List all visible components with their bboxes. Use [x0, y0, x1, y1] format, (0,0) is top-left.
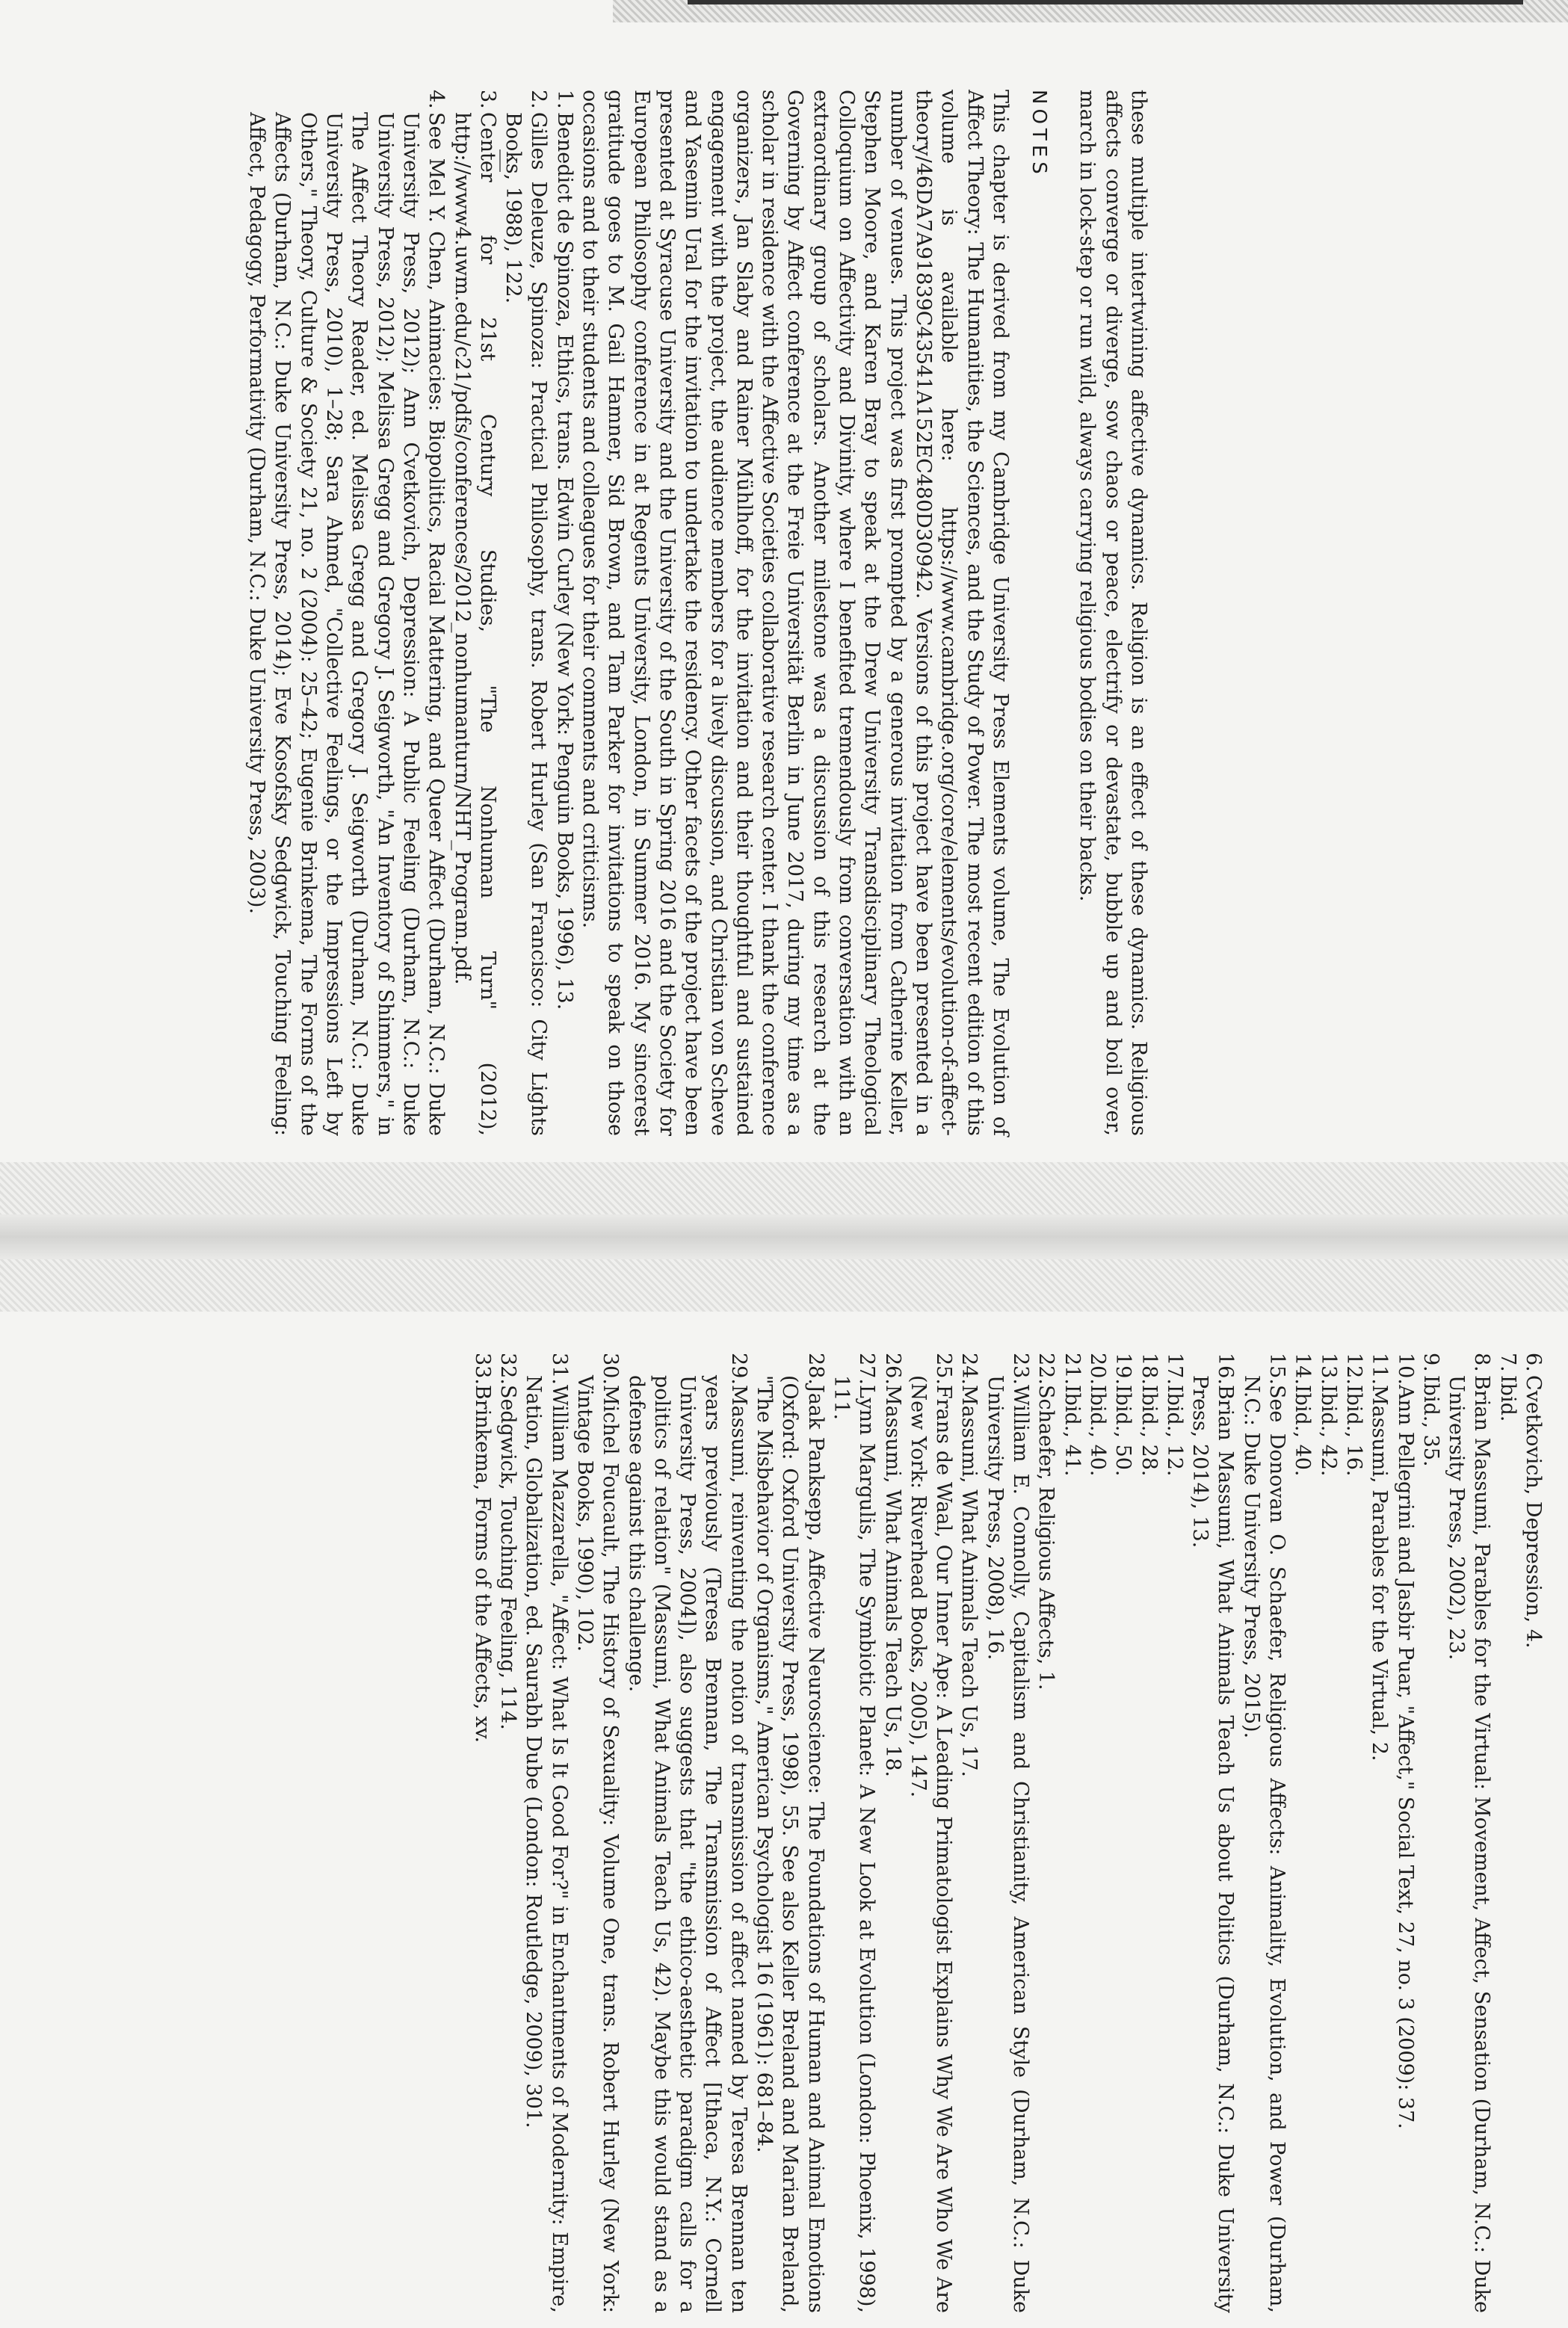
note-text: See Mel Y. Chen, Animacies: Biopolitics, Racial Mattering, and Queer Affect (Durham, N.C.: Duke University Press, 2012); Ann Cvetkovich, Depression: A Public Feeling (Durham, N.C.: Duke University Press, 2012); Melissa Gregg and Gregory J. Seigworth, "An Inventory of Shimmers," in The Affect Theory Reader, ed. Melissa Gregg and Gregory J. Seigworth (Durham, N.C.: Duke University Press, 2010), 1–28; Sara Ahmed, "Collective Feelings, or the Impressions Left by Others," Theory, Culture & Society 21, no. 2 (2004): 25–42; Eugenie Brinkema, The Forms of the Affects (Durham, N.C.: Duke University Press, 2014); Eve Kosofsky Sedgwick, Touching Feeling: Affect, Pedagogy, Performativity (Durham, N.C.: Duke University Press, 2003). — [245, 112, 448, 1136]
notes-heading: NOTES — [1028, 90, 1051, 179]
note-text: Ann Pellegrini and Jasbir Puar, "Affect," Social Text, 27, no. 3 (2009): 37. — [1393, 1384, 1417, 2129]
note-number: 24. — [957, 1353, 981, 1385]
note-text: Massumi, reinventing the notion of transmission of affect named by Teresa Brennan ten years previously (Teresa Brennan, The Transmission of Affect [Ithaca, N.Y.: Cornell University Press, 2004]), also suggests that "the ethico-aesthetic paradigm calls for a politics of relation" (Massumi, What Animals Teach Us, 42). Maybe this would stand as a defense against this challenge. — [624, 1375, 750, 2313]
note-item — [1289, 1353, 1315, 2313]
note-number: 26. — [880, 1353, 904, 1385]
note-item — [572, 1353, 623, 2313]
note-number: 21. — [1060, 1353, 1084, 1385]
intro-line: is an effect of these dynamics. Religious affects converge or diverge, sow chaos — [1101, 90, 1150, 1137]
note-item — [469, 1353, 495, 2313]
book-gutter — [0, 1162, 1568, 1312]
note-number: 10. — [1393, 1353, 1417, 1385]
note-number: 15. — [1265, 1353, 1289, 1385]
page-top-edge — [613, 0, 1568, 22]
note-text: Massumi, Parables for the Virtual, 2. — [1368, 1384, 1392, 1762]
note-number: 25. — [932, 1353, 956, 1385]
note-item — [520, 1353, 572, 2313]
note-number: 12. — [1342, 1353, 1365, 1385]
note-number: 19. — [1111, 1353, 1135, 1385]
note-item — [879, 1353, 904, 2313]
note-text: Ibid., 42. — [1316, 1384, 1340, 1477]
note-item — [1161, 1353, 1187, 2313]
note-item — [1033, 1353, 1058, 2313]
note-text: Gilles Deleuze, Spinoza: Practical Philosophy, trans. Robert Hurley (San Francisco: City Lights Books, 1988), 122. — [501, 112, 551, 1136]
note-text: Ibid., 40. — [1085, 1384, 1109, 1477]
acknowledgement-paragraph: This chapter is derived from my Cambridge University Press Elements volume, The Evolution of Affect Theory: The Humanities, the Sciences, and the Study of Power. The most recent edition of this volume is available here: https://www.cambridge.org/core/elements/evolution-of-affect-theory/46DA7A91839C43541A152EC480D30942. Versions of this project have been presented in a number of venues. This project was first prompted by a generous invitation from Catherine Keller, Stephen Moore, and Karen Bray to speak at the Drew University Transdisciplinary Theological Colloquium on Affectivity and Divinity, where I benefited tremendously from conversation with an extraordinary group of scholars. Another milestone was a discussion of this research at the Governing by Affect conference at the Freie Universität Berlin in June 2017, during my time as a scholar in residence with the Affective Societies collaborative research center. I thank the conference organizers, Jan Slaby and Rainer Mühlhoff, for the invitation and their thoughtful and sustained engagement with the project, the audience members for a lively discussion, and Christian von Scheve and Yasemin Ural for the invitation to undertake the residency. Other facets of the project have been presented at Syracuse University and the University of the South in Spring 2016 and the Society for European Philosophy conference in at Regents University, London, in Summer 2016. My sincerest gratitude goes to M. Gail Hamner, Sid Brown, and Tam Parker for invitations to speak on those occasions and to their students and colleagues for their comments and criticisms. — [578, 90, 1012, 1136]
note-number: 13. — [1316, 1353, 1340, 1385]
note-text: William E. Connolly, Capitalism and Christianity, American Style (Durham, N.C.: Duke University Press, 2008), 16. — [983, 1375, 1033, 2313]
note-number: 8. — [1470, 1353, 1494, 1372]
note-number: 11. — [1368, 1353, 1392, 1385]
note-text: Ibid., 50. — [1111, 1384, 1135, 1477]
note-item — [244, 90, 448, 1136]
note-item — [1520, 1353, 1546, 2313]
note-number: 17. — [1162, 1353, 1186, 1385]
note-text: Ibid., 28. — [1137, 1384, 1161, 1477]
note-item — [1443, 1353, 1495, 2313]
note-text: Brinkema, Forms of the Affects, xv. — [470, 1384, 494, 1744]
note-item — [956, 1353, 981, 2313]
note-item — [1135, 1353, 1161, 2313]
note-item — [1341, 1353, 1366, 2313]
note-number: 27. — [855, 1353, 879, 1385]
note-item — [1392, 1353, 1417, 2313]
note-item — [1084, 1353, 1110, 2313]
note-text: William Mazzarella, "Affect: What Is It Good For?" in Enchantments of Modernity: Empire, Nation, Globalization, ed. Saurabh Dube (London: Routledge, 2009), 301. — [522, 1375, 571, 2313]
note-item — [1187, 1353, 1238, 2313]
note-number: 6. — [1522, 1353, 1545, 1372]
notes-list-lower — [469, 1353, 1546, 2313]
note-number: 32. — [496, 1353, 520, 1385]
note-text: See Donovan O. Schaefer, Religious Affects: Animality, Evolution, and Power (Durham, N.C.: Duke University Press, 2015). — [1239, 1375, 1289, 2313]
note-item — [981, 1353, 1033, 2313]
note-number: 29. — [726, 1353, 750, 1385]
note-item — [1418, 1353, 1443, 2313]
note-number: 30. — [599, 1353, 623, 1385]
note-number: 3. — [475, 90, 499, 109]
note-number: 20. — [1085, 1353, 1109, 1385]
note-text: Sedgwick, Touching Feeling, 114. — [496, 1384, 520, 1730]
note-number: 4. — [425, 90, 448, 109]
note-item — [495, 1353, 520, 2313]
note-number: 23. — [1009, 1353, 1033, 1385]
note-item — [551, 90, 576, 1136]
note-number: 22. — [1034, 1353, 1058, 1385]
note-number: 16. — [1214, 1353, 1238, 1385]
note-text: Ibid., 16. — [1342, 1384, 1365, 1477]
note-item — [623, 1353, 750, 2313]
note-text: Lynn Margulis, The Symbiotic Planet: A New Look at Evolution (London: Phoenix, 1998), 111. — [829, 1375, 879, 2313]
note-number: 1. — [552, 90, 576, 109]
note-text: Brian Massumi, What Animals Teach Us about Politics (Durham, N.C.: Duke University Press, 2014), 13. — [1188, 1375, 1238, 2313]
note-number: 7. — [1496, 1353, 1519, 1372]
note-item — [1110, 1353, 1135, 2313]
note-text: Brian Massumi, Parables for the Virtual: Movement, Affect, Sensation (Durham, N.C.: Duke University Press, 2002), 23. — [1445, 1375, 1494, 2313]
note-number: 14. — [1291, 1353, 1315, 1385]
note-item — [1366, 1353, 1392, 2313]
note-number: 2. — [527, 90, 551, 109]
note-number: 18. — [1137, 1353, 1161, 1385]
note-item — [828, 1353, 880, 2313]
note-number: 9. — [1419, 1353, 1442, 1372]
note-item — [1058, 1353, 1084, 2313]
intro-line: or peace, electrify or devastate, bubble up and boil over, march in lock-step or — [1075, 90, 1125, 1136]
note-item — [1238, 1353, 1289, 2313]
note-text: Frans de Waal, Our Inner Ape: A Leading Primatologist Explains Why We Are Who We Are (New York: Riverhead Books, 2005), 147. — [906, 1375, 956, 2313]
note-text: Ibid., 40. — [1291, 1384, 1315, 1477]
note-number: 33. — [470, 1353, 494, 1385]
note-text: Massumi, What Animals Teach Us, 17. — [957, 1384, 981, 1777]
note-text: Cvetkovich, Depression, 4. — [1522, 1375, 1545, 1649]
note-text: Ibid., 41. — [1060, 1384, 1084, 1477]
notes-list-upper — [244, 90, 577, 1136]
lower-page — [469, 1353, 1546, 2313]
intro-line: run wild, always carrying religious bodies on their backs. — [1075, 313, 1099, 902]
note-text: Ibid., 35. — [1419, 1375, 1442, 1467]
note-text: Jaak Panksepp, Affective Neuroscience: The Foundations of Human and Animal Emotions (Oxford: Oxford University Press, 1998), 55. See also Keller Breland and Marian Breland, "The Misbehavior of Organisms," American Psychologist 16 (1961): 681–84. — [753, 1375, 827, 2313]
note-item — [751, 1353, 828, 2313]
note-item — [1494, 1353, 1519, 2313]
note-item — [905, 1353, 957, 2313]
note-number: 31. — [547, 1353, 571, 1385]
note-text: Ibid., 12. — [1162, 1384, 1186, 1477]
upper-page — [244, 90, 1151, 1136]
note-item — [448, 90, 500, 1136]
intro-paragraph — [1074, 90, 1151, 1136]
note-text: Center for 21st Century Studies, "The Nonhuman Turn" (2012), http://www4.uwm.edu/c21/pdfs/conferences/2012_nonhumanturn/NHT_Program.pdf. — [450, 112, 499, 1136]
intro-line: these multiple intertwining affective dynamics. Religion — [1127, 90, 1150, 687]
note-text: Massumi, What Animals Teach Us, 18. — [880, 1384, 904, 1777]
note-text: Ibid. — [1496, 1375, 1519, 1422]
note-text: Schaefer, Religious Affects, 1. — [1034, 1384, 1058, 1691]
note-text: Michel Foucault, The History of Sexuality: Volume One, trans. Robert Hurley (New York: Vintage Books, 1990), 102. — [573, 1375, 623, 2313]
note-text: Benedict de Spinoza, Ethics, trans. Edwin Curley (New York: Penguin Books, 1996), 13. — [552, 112, 576, 1010]
note-item — [1315, 1353, 1340, 2313]
note-number: 28. — [803, 1353, 827, 1385]
note-item — [500, 90, 552, 1136]
